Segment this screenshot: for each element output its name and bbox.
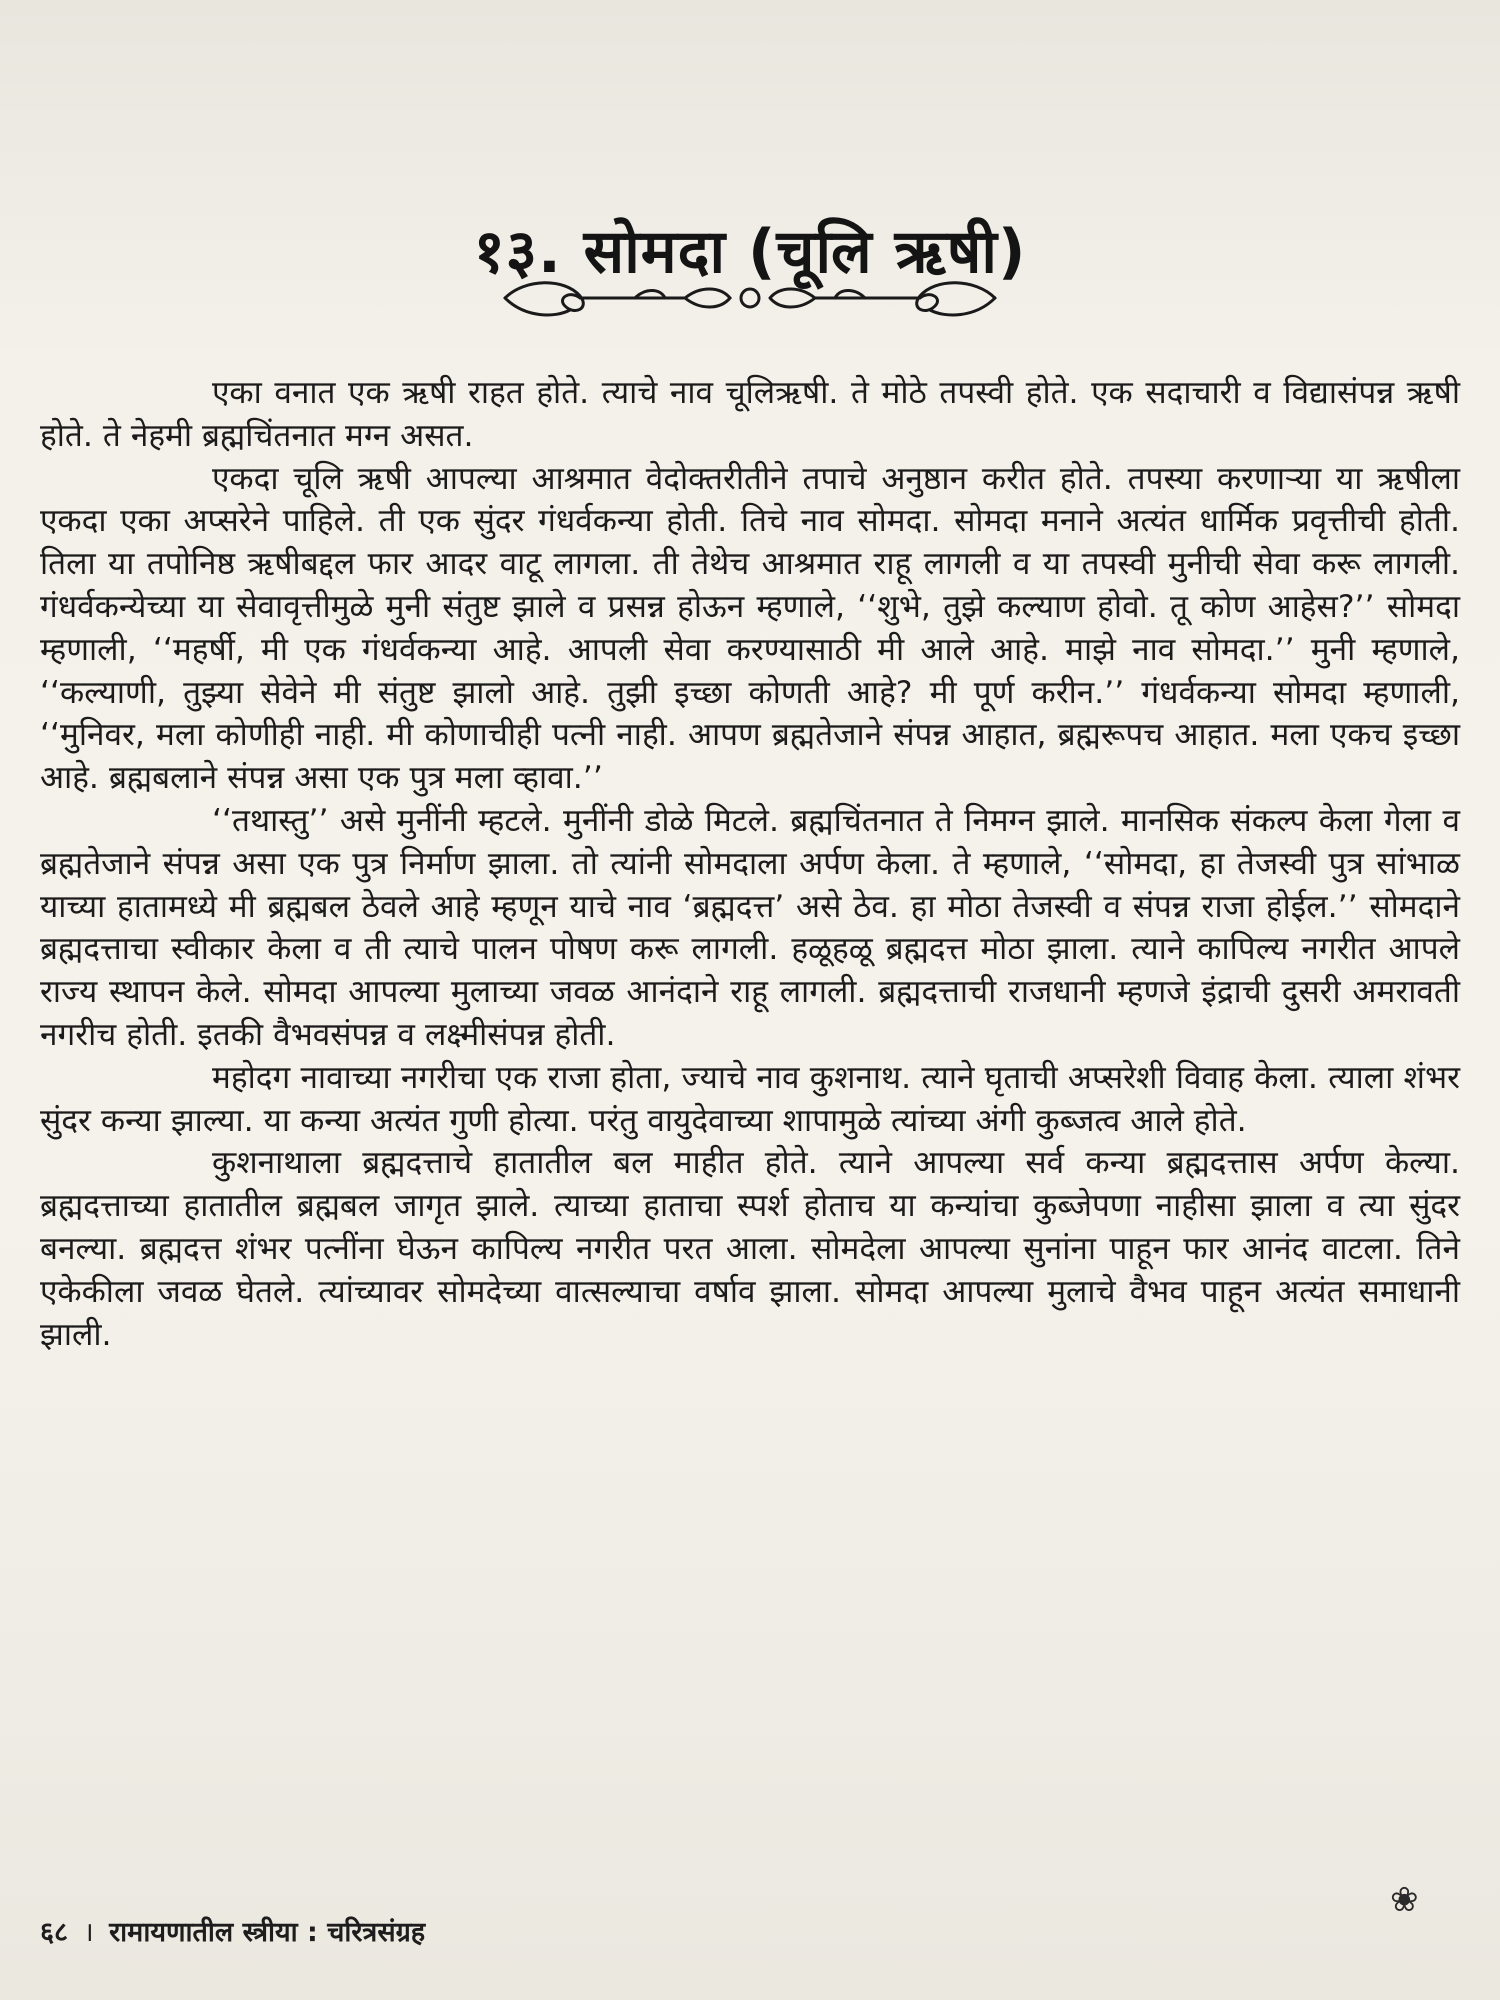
page-footer — [40, 1912, 425, 1949]
book-title: रामायणातील स्त्रीया : चरित्रसंग्रह — [109, 1917, 426, 1948]
paragraph-3: ‘‘तथास्तु’’ असे मुनींनी म्हटले. मुनींनी डोळे मिटले. ब्रह्मचिंतनात ते निमग्न झाले. मानसिक संकल्प केला गेला व ब्रह्मतेजाने संपन्न असा एक पुत्र निर्माण झाला. तो त्यांनी सोमदाला अर्पण केला. ते म्हणाले, ‘‘सोमदा, हा तेजस्वी पुत्र सांभाळ याच्या हातामध्ये मी ब्रह्मबल ठेवले आहे म्हणून याचे नाव ‘ब्रह्मदत्त’ असे ठेव. हा मोठा तेजस्वी व संपन्न राजा होईल.’’ सोमदाने ब्रह्मदत्ताचा स्वीकार केला व ती त्याचे पालन पोषण करू लागली. हळूहळू ब्रह्मदत्त मोठा झाला. त्याने कापिल्य नगरीत आपले राज्य स्थापन केले. सोमदा आपल्या मुलाच्या जवळ आनंदाने राहू लागली. ब्रह्मदत्ताची राजधानी म्हणजे इंद्राची दुसरी अमरावती नगरीच होती. इतकी वैभवसंपन्न व लक्ष्मीसंपन्न होती. — [40, 802, 1460, 1053]
page-number: ६८ — [40, 1917, 69, 1948]
ornament-divider-icon — [485, 268, 1015, 328]
chapter-body — [40, 372, 1460, 1356]
footer-separator: । — [83, 1917, 94, 1948]
paragraph-2: एकदा चूलि ऋषी आपल्या आश्रमात वेदोक्तरीतीने तपाचे अनुष्ठान करीत होते. तपस्या करणाऱ्या या ऋषीला एकदा एका अप्सरेने पाहिले. ती एक सुंदर गंधर्वकन्या होती. तिचे नाव सोमदा. सोमदा मनाने अत्यंत धार्मिक प्रवृत्तीची होती. तिला या तपोनिष्ठ ऋषीबद्दल फार आदर वाटू लागला. ती तेथेच आश्रमात राहू लागली व या तपस्वी मुनीची सेवा करू लागली. गंधर्वकन्येच्या या सेवावृत्तीमुळे मुनी संतुष्ट झाले व प्रसन्न होऊन म्हणाले, ‘‘शुभे, तुझे कल्याण होवो. तू कोण आहेस?’’ सोमदा म्हणाली, ‘‘महर्षी, मी एक गंधर्वकन्या आहे. आपली सेवा करण्यासाठी मी आले आहे. माझे नाव सोमदा.’’ मुनी म्हणाले, ‘‘कल्याणी, तुझ्या सेवेने मी संतुष्ट झालो आहे. तुझी इच्छा कोणती आहे? मी पूर्ण करीन.’’ गंधर्वकन्या सोमदा म्हणाली, ‘‘मुनिवर, मला कोणीही नाही. मी कोणाचीही पत्नी नाही. आपण ब्रह्मतेजाने संपन्न आहात, ब्रह्मरूपच आहात. मला एकच इच्छा आहे. ब्रह्मबलाने संपन्न असा एक पुत्र मला व्हावा.’’ — [40, 460, 1460, 797]
chapter-title: १३. सोमदा (चूलि ऋषी) — [473, 217, 1027, 288]
paragraph-5: कुशनाथाला ब्रह्मदत्ताचे हातातील बल माहीत होते. त्याने आपल्या सर्व कन्या ब्रह्मदत्तास अर्पण केल्या. ब्रह्मदत्ताच्या हातातील ब्रह्मबल जागृत झाले. त्याच्या हाताचा स्पर्श होताच या कन्यांचा कुब्जेपणा नाहीसा झाला व त्या सुंदर बनल्या. ब्रह्मदत्त शंभर पत्नींना घेऊन कापिल्य नगरीत परत आला. सोमदेला आपल्या सुनांना पाहून फार आनंद वाटला. तिने एकेकीला जवळ घेतले. त्यांच्यावर सोमदेच्या वात्सल्याचा वर्षाव झाला. सोमदा आपल्या मुलाचे वैभव पाहून अत्यंत समाधानी झाली. — [40, 1145, 1460, 1353]
paragraph-4: महोदग नावाच्या नगरीचा एक राजा होता, ज्याचे नाव कुशनाथ. त्याने घृताची अप्सरेशी विवाह केला. त्याला शंभर सुंदर कन्या झाल्या. या कन्या अत्यंत गुणी होत्या. परंतु वायुदेवाच्या शापामुळे त्यांच्या अंगी कुब्जत्व आले होते. — [40, 1059, 1460, 1139]
flower-icon: ❀ — [1390, 1880, 1419, 1920]
paragraph-1: एका वनात एक ऋषी राहत होते. त्याचे नाव चूलिऋषी. ते मोठे तपस्वी होते. एक सदाचारी व विद्यासंपन्न ऋषी होते. ते नेहमी ब्रह्मचिंतनात मग्न असत. — [40, 375, 1460, 454]
